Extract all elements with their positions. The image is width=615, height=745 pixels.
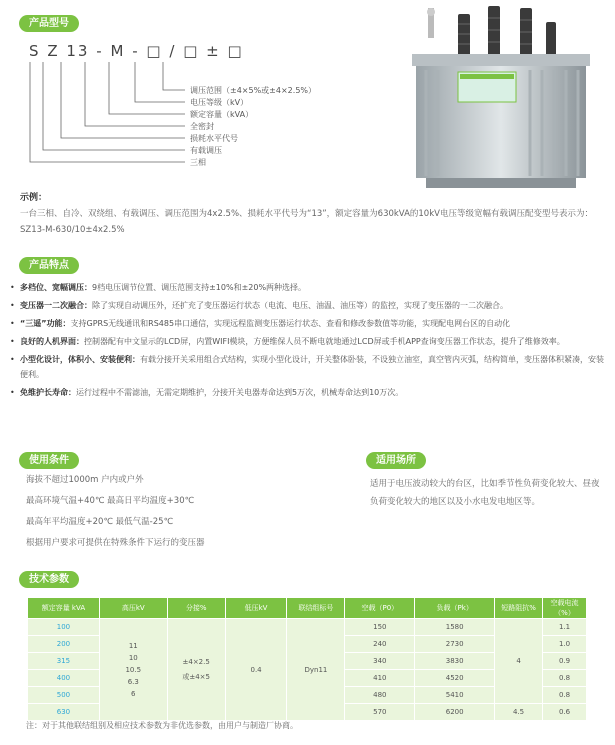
capacity-cell: 200: [28, 636, 100, 653]
legend-item: 全密封: [190, 122, 214, 131]
legend-item: 额定容量（kVA）: [190, 110, 254, 119]
p0-cell: 240: [345, 636, 415, 653]
legend-item: 调压范围（±4×5%或±4×2.5%）: [190, 86, 317, 95]
table-header: 空载电流（%）: [543, 598, 587, 619]
table-header: 空载（P0）: [345, 598, 415, 619]
capacity-cell: 400: [28, 670, 100, 687]
code-part: ±: [206, 42, 221, 60]
places-text: 适用于电压波动较大的台区，比如季节性负荷变化较大、昼夜负荷变化较大的地区以及小水电发电地区等。: [370, 479, 600, 507]
section-title-places: 适用场所: [366, 452, 426, 469]
section-title-features: 产品特点: [19, 257, 79, 274]
params-table: [27, 597, 587, 721]
code-part: □: [183, 42, 200, 60]
code-part: -: [132, 42, 140, 60]
feature-item: • 变压器一二次融合：除了实现自动调压外，还扩充了变压器运行状态（电流、电压、油温、油压等）的监控，实现了变压器的一二次融合。: [10, 298, 610, 313]
i0-cell: 0.8: [543, 687, 587, 704]
example-text: 一台三相、自冷、双绕组、有载调压、调压范围为4x2.5%、损耗水平代号为“13”，额定容量为630kVA的10kV电压等级宽幅有载调压配变型号表示为：SZ13-M-630/10±4x2.5%: [20, 209, 593, 235]
i0-cell: 0.6: [543, 704, 587, 721]
table-header: 负载（Pk）: [415, 598, 495, 619]
lv-cell: 0.4: [225, 619, 287, 721]
pk-cell: 1580: [415, 619, 495, 636]
pk-cell: 6200: [415, 704, 495, 721]
legend-item: 有载调压: [190, 146, 222, 155]
section-title-model: 产品型号: [19, 15, 79, 32]
uk-cell: 4.5: [495, 704, 543, 721]
pk-cell: 3830: [415, 653, 495, 670]
feature-item: • 免维护长寿命：运行过程中不需滤油，无需定期维护，分接开关电器寿命达到5万次，机械寿命达到10万次。: [10, 385, 610, 400]
code-part: Z: [47, 42, 60, 60]
code-part: 13: [66, 42, 90, 60]
table-header: 短路阻抗%: [495, 598, 543, 619]
feature-item: • 多档位、宽幅调压：9档电压调节位置、调压范围支持±10%和±20%两种选择。: [10, 280, 610, 295]
feature-item: • 良好的人机界面：控制器配有中文显示的LCD屏，内置WIFI模块，方便维保人员不断电就地通过LCD屏或手机APP查询变压器工作状态，提升了维修效率。: [10, 334, 610, 349]
conditions-list: [26, 470, 205, 554]
condition-item: 最高年平均温度+20℃ 最低气温-25℃: [26, 517, 174, 527]
table-header: 高压kV: [99, 598, 167, 619]
i0-cell: 0.9: [543, 653, 587, 670]
code-part: S: [29, 42, 41, 60]
condition-item: 海拔不超过1000m 户内或户外: [26, 475, 144, 485]
uk-cell: 4: [495, 619, 543, 704]
capacity-cell: 630: [28, 704, 100, 721]
pk-cell: 2730: [415, 636, 495, 653]
table-row: [28, 619, 587, 636]
p0-cell: 150: [345, 619, 415, 636]
vector-cell: Dyn11: [287, 619, 345, 721]
code-part: /: [169, 42, 177, 60]
hv-cell: 11 10 10.5 6.3 6: [99, 619, 167, 721]
features-list: [10, 280, 610, 403]
section-title-conditions: 使用条件: [19, 452, 79, 469]
legend-item: 电压等级（kV）: [190, 98, 249, 107]
p0-cell: 570: [345, 704, 415, 721]
legend-item: 三相: [190, 158, 206, 167]
condition-item: 最高环境气温+40℃ 最高日平均温度+30℃: [26, 496, 195, 506]
p0-cell: 410: [345, 670, 415, 687]
capacity-cell: 100: [28, 619, 100, 636]
p0-cell: 340: [345, 653, 415, 670]
pk-cell: 5410: [415, 687, 495, 704]
capacity-cell: 500: [28, 687, 100, 704]
feature-item: • “三遥”功能：支持GPRS无线通讯和RS485串口通信，实现远程监测变压器运行状态、查看和修改参数值等功能，实现配电网台区的自动化: [10, 316, 610, 331]
example-label: 示例：: [20, 193, 48, 203]
table-note: 注：对于其他联结组别及相应技术参数为非优选参数，由用户与制造厂协商。: [26, 721, 298, 730]
i0-cell: 0.8: [543, 670, 587, 687]
code-part: □: [146, 42, 163, 60]
condition-item: 根据用户要求可提供在特殊条件下运行的变压器: [26, 538, 205, 548]
section-title-params: 技术参数: [19, 571, 79, 588]
code-part: -: [96, 42, 104, 60]
transformer-image: [400, 0, 600, 195]
code-part: □: [227, 42, 244, 60]
i0-cell: 1.1: [543, 619, 587, 636]
capacity-cell: 315: [28, 653, 100, 670]
feature-item: • 小型化设计，体积小、安装便利：有载分接开关采用组合式结构，实现小型化设计，开关整体卧装，不设独立油室，真空管内灭弧，结构简单，变压器体积紧凑，安装便利。: [10, 352, 610, 382]
table-header: 分接%: [167, 598, 225, 619]
table-header: 额定容量 kVA: [28, 598, 100, 619]
code-part: M: [110, 42, 126, 60]
p0-cell: 480: [345, 687, 415, 704]
pk-cell: 4520: [415, 670, 495, 687]
table-header-row: [28, 598, 587, 619]
i0-cell: 1.0: [543, 636, 587, 653]
legend-item: 损耗水平代号: [190, 134, 238, 143]
tap-cell: ±4×2.5 或±4×5: [167, 619, 225, 721]
table-header: 低压kV: [225, 598, 287, 619]
table-header: 联结组标号: [287, 598, 345, 619]
